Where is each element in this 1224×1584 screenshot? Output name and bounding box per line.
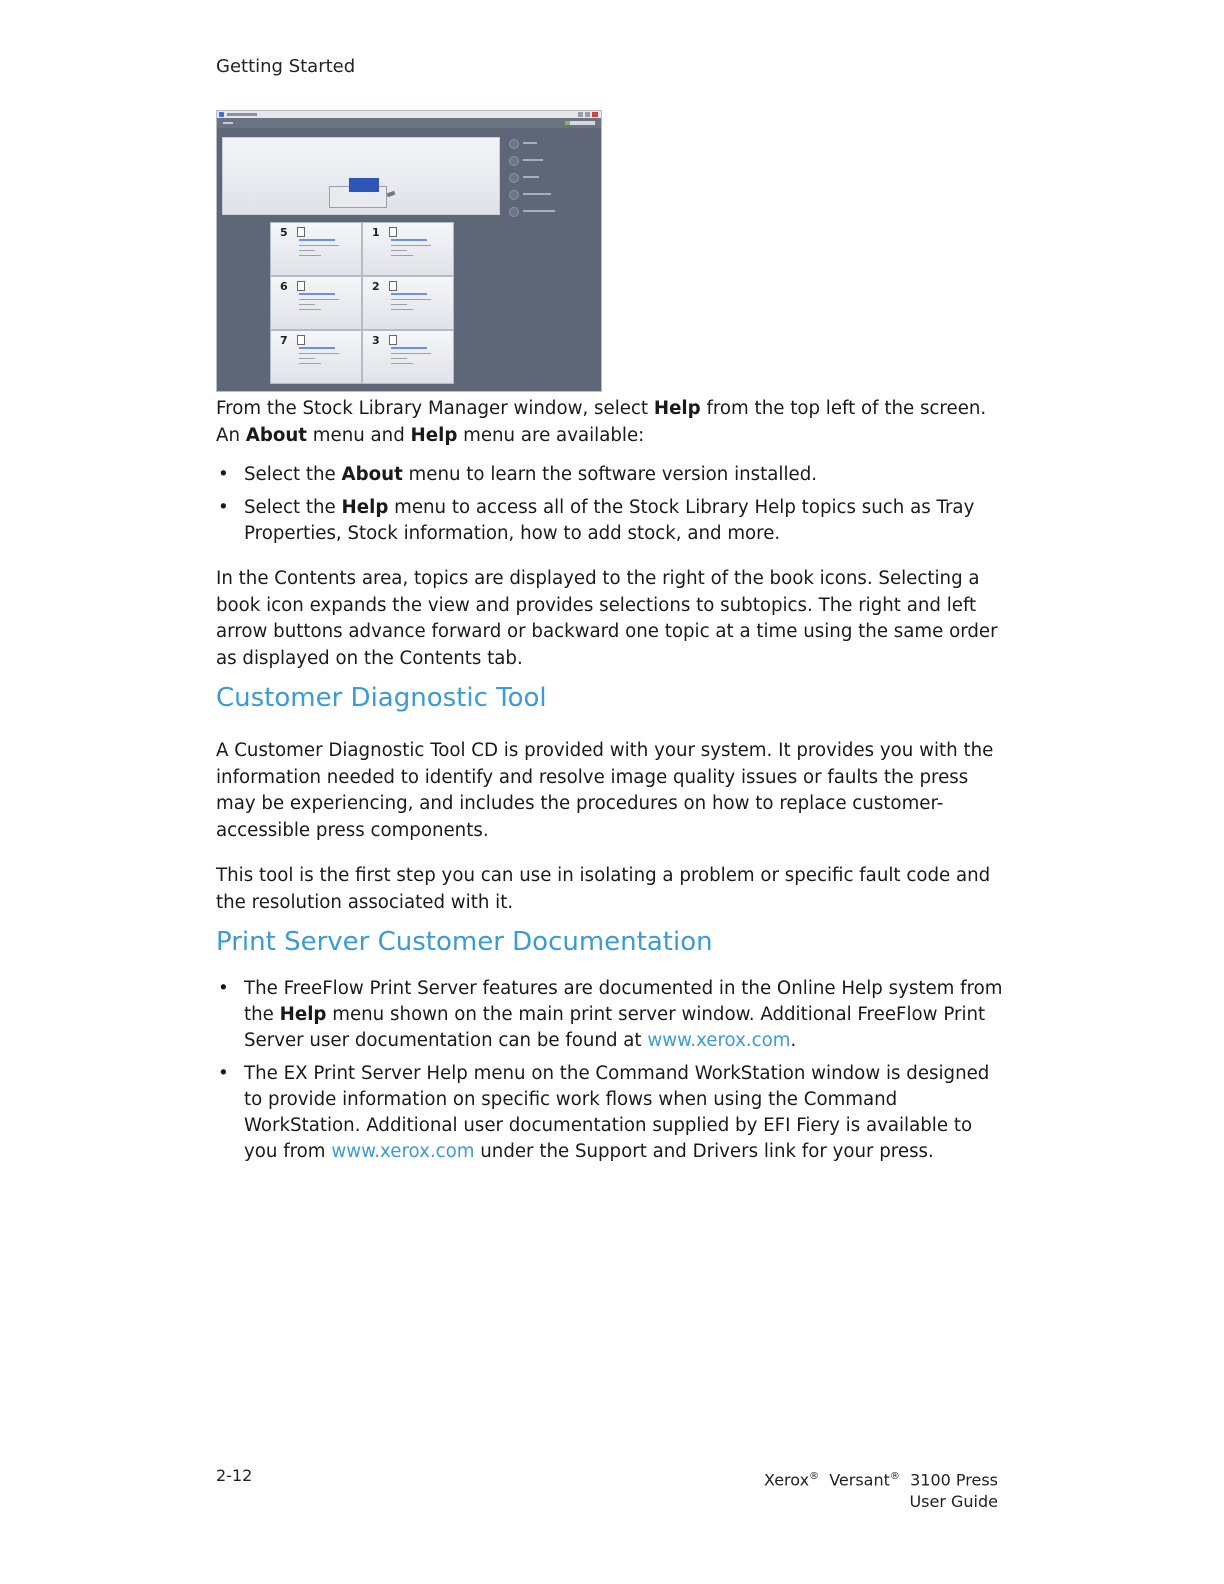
tray-number: 6 [280,280,288,293]
radio-icon [509,173,519,183]
section-heading-diagnostic: Customer Diagnostic Tool [216,683,547,713]
tray-checkbox-icon [389,227,397,237]
window-title [227,113,257,116]
running-head: Getting Started [216,56,356,77]
tray-tile [362,330,454,384]
diagnostic-paragraph-1: A Customer Diagnostic Tool CD is provided with your system. It provides you with the information needed to identify and resolve image quality issues or faults the press may be experiencing, and includes the procedures on how to replace customer-accessible press components. [216,740,994,841]
help-menu-list [216,462,1006,547]
radio-icon [509,139,519,149]
print-server-list [216,976,1006,1165]
help-menu-item [223,122,233,124]
doc-type: User Guide [909,1492,998,1512]
xerox-link[interactable]: www.xerox.com [331,1141,475,1162]
product-footer: Xerox® Versant® 3100 Press User Guide [763,1470,998,1512]
section-heading-print-server: Print Server Customer Documentation [216,927,713,957]
tray-checkbox-icon [297,227,305,237]
window-controls [578,112,598,117]
screenshot-menubar [217,118,601,128]
tray-number: 3 [372,334,380,347]
contents-paragraph: In the Contents area, topics are displayed to the right of the book icons. Selecting a book icon expands the view and provides selections to subtopics. The right and left arrow buttons advance forward or backward one topic at a time using the same order as displayed on the Contents tab. [216,568,998,669]
tray-checkbox-icon [297,335,305,345]
radio-icon [509,207,519,217]
tray-number: 2 [372,280,380,293]
radio-icon [509,156,519,166]
tray-number: 5 [280,226,288,239]
tray-tile [270,330,362,384]
tray-tile [362,276,454,330]
press-graphic-panel [222,137,500,215]
tray-tile [362,222,454,276]
xerox-link[interactable]: www.xerox.com [647,1030,791,1051]
radio-icon [509,190,519,200]
list-item: • The EX Print Server Help menu on the Command WorkStation window is designed to provide information on specific work flows when using the Command WorkStation. Additional user documentation supplied by EFI Fiery is available to you from www.xerox.com under the Support and Drivers link for your press. [216,1061,1006,1165]
tray-number: 7 [280,334,288,347]
xerox-logo [565,121,595,125]
list-item: • The FreeFlow Print Server features are documented in the Online Help system from the Help menu shown on the main print server window. Additional FreeFlow Print Server user documentation can be found at www.xerox.com. [216,976,1006,1054]
screenshot-titlebar [217,111,601,118]
app-icon [219,112,224,117]
tray-checkbox-icon [389,281,397,291]
help-intro-paragraph: From the Stock Library Manager window, select Help from the top left of the screen. An About menu and Help menu are available: [216,398,987,446]
tray-checkbox-icon [389,335,397,345]
stock-library-screenshot [216,110,602,392]
diagnostic-paragraph-2: This tool is the first step you can use in isolating a problem or specific fault code and the resolution associated with it. [216,865,991,913]
list-item: • Select the Help menu to access all of the Stock Library Help topics such as Tray Properties, Stock information, how to add stock, and more. [216,495,1006,547]
page-number: 2-12 [216,1466,253,1485]
tray-grid [270,222,454,384]
tray-number: 1 [372,226,380,239]
list-item: • Select the About menu to learn the software version installed. [216,462,1006,488]
tray-tile [270,222,362,276]
tray-tile [270,276,362,330]
tray-checkbox-icon [297,281,305,291]
